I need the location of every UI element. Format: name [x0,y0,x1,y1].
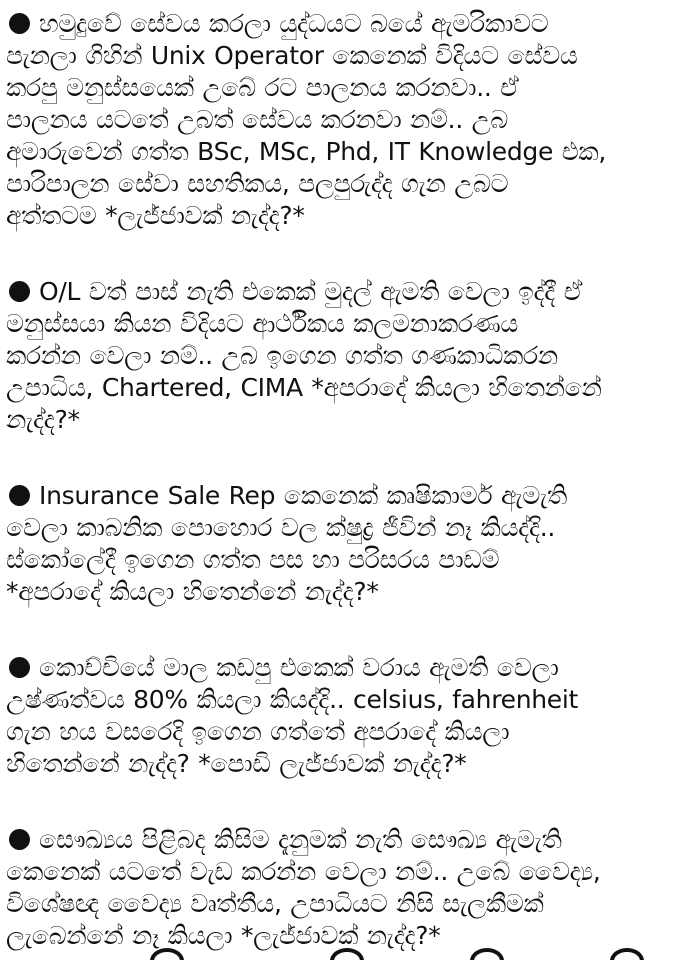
text-line: උෂ්ණත්වය 80% කියලා කියද්දි.. celsius, fahrenheit [6,685,579,714]
paragraph-1 [6,8,679,232]
glyph-fragment [470,948,504,960]
glyph-fragment [610,948,644,960]
text-line: අමාරුවෙන් ගත්ත BSc, MSc, Phd, IT Knowledge එක, [6,137,606,166]
text-line: *අපරාදේ කියලා හිතෙන්නේ නැද්ද?* [6,577,379,606]
text-line: පාරිපාලන සේවා සහතිකය, පලපුරුද්ද ගැන උබට [6,169,509,198]
text-line: කරපු මනුස්සයෙක් උබේ රට පාලනය කරනවා.. ඒ [6,73,519,102]
line-text: කොච්චියේ මාල කඩපු එකෙක් වරාය ඇමති වෙලා [39,653,559,682]
text-line [6,276,679,308]
paragraph-3 [6,480,679,608]
text-line: හිතෙන්නේ නැද්ද? *පොඩි ලැජ්ජාවක් නැද්ද?* [6,749,467,778]
text-line: නැද්ද?* [6,405,80,434]
text-line: පැනලා ගිහින් Unix Operator කෙනෙක් විදියට සේවය [6,41,578,70]
line-text: Insurance Sale Rep කෙනෙක් කෘෂිකාර්ම ඇමැති [39,481,568,510]
bullet-icon [9,829,30,850]
cut-off-next-line [0,946,697,960]
text-line [6,652,679,684]
text-line: විශේෂඥ වෛද්‍ය වෘත්තීය, උපාධියට නිසි සැලකීමක් [6,889,544,918]
text-line: ස්කෝලේදී ඉගෙන ගත්ත පස හා පරිසරය පාඩම් [6,545,500,574]
text-line: කරන්න වෙලා නම්.. උබ ඉගෙන ගත්ත ගණකාධිකරන [6,341,558,370]
bullet-icon [9,657,30,678]
line-text: O/L වත් පාස් නැති එකෙක් මුදල් ඇමති වෙලා ඉද්දී ඒ [39,277,583,306]
paragraph-2 [6,276,679,436]
text-line: උපාධිය, Chartered, CIMA *අපරාදේ කියලා හිතෙන්නේ [6,373,602,402]
text-line: මනුස්සයා කියන විදියට ආර්ථිකය කලමනාකරණය [6,309,519,338]
text-line [6,480,679,512]
glyph-fragment [330,948,364,960]
paragraph-4 [6,652,679,780]
paragraph-5 [6,824,679,952]
text-line: වෙලා කාබනික පොහොර වල ක්ෂුද්‍ර ජීවින් නෑ කියද්දි.. [6,513,556,542]
text-line: ගැන හය වසරෙදි ඉගෙන ගත්තේ අපරාදේ කියලා [6,717,510,746]
text-line [6,8,679,40]
text-line [6,824,679,856]
bullet-icon [9,13,30,34]
text-line: කෙනෙක් යටතේ වැඩ කරන්න වෙලා නම්.. උබේ වෛද්‍ය, [6,857,601,886]
bullet-icon [9,281,30,302]
glyph-fragment [150,948,184,960]
line-text: සෞඛ්‍යය පිළිබද කිසිම දැනුමක් නැති සෞඛ්‍ය ඇමැති [39,825,562,854]
text-line: ලැබෙන්නේ නෑ කියලා *ලැජ්ජාවක් නැද්ද?* [6,921,441,950]
line-text: හමුදුවේ සේවය කරලා යුද්ධයට බයේ ඇමරිකාවට [39,9,549,38]
bullet-icon [9,485,30,506]
text-line: පාලනය යටතේ උබත් සේවය කරනවා නම්.. උබ [6,105,508,134]
text-line: අත්තටම *ලැජ්ජාවක් නැද්ද?* [6,201,305,230]
